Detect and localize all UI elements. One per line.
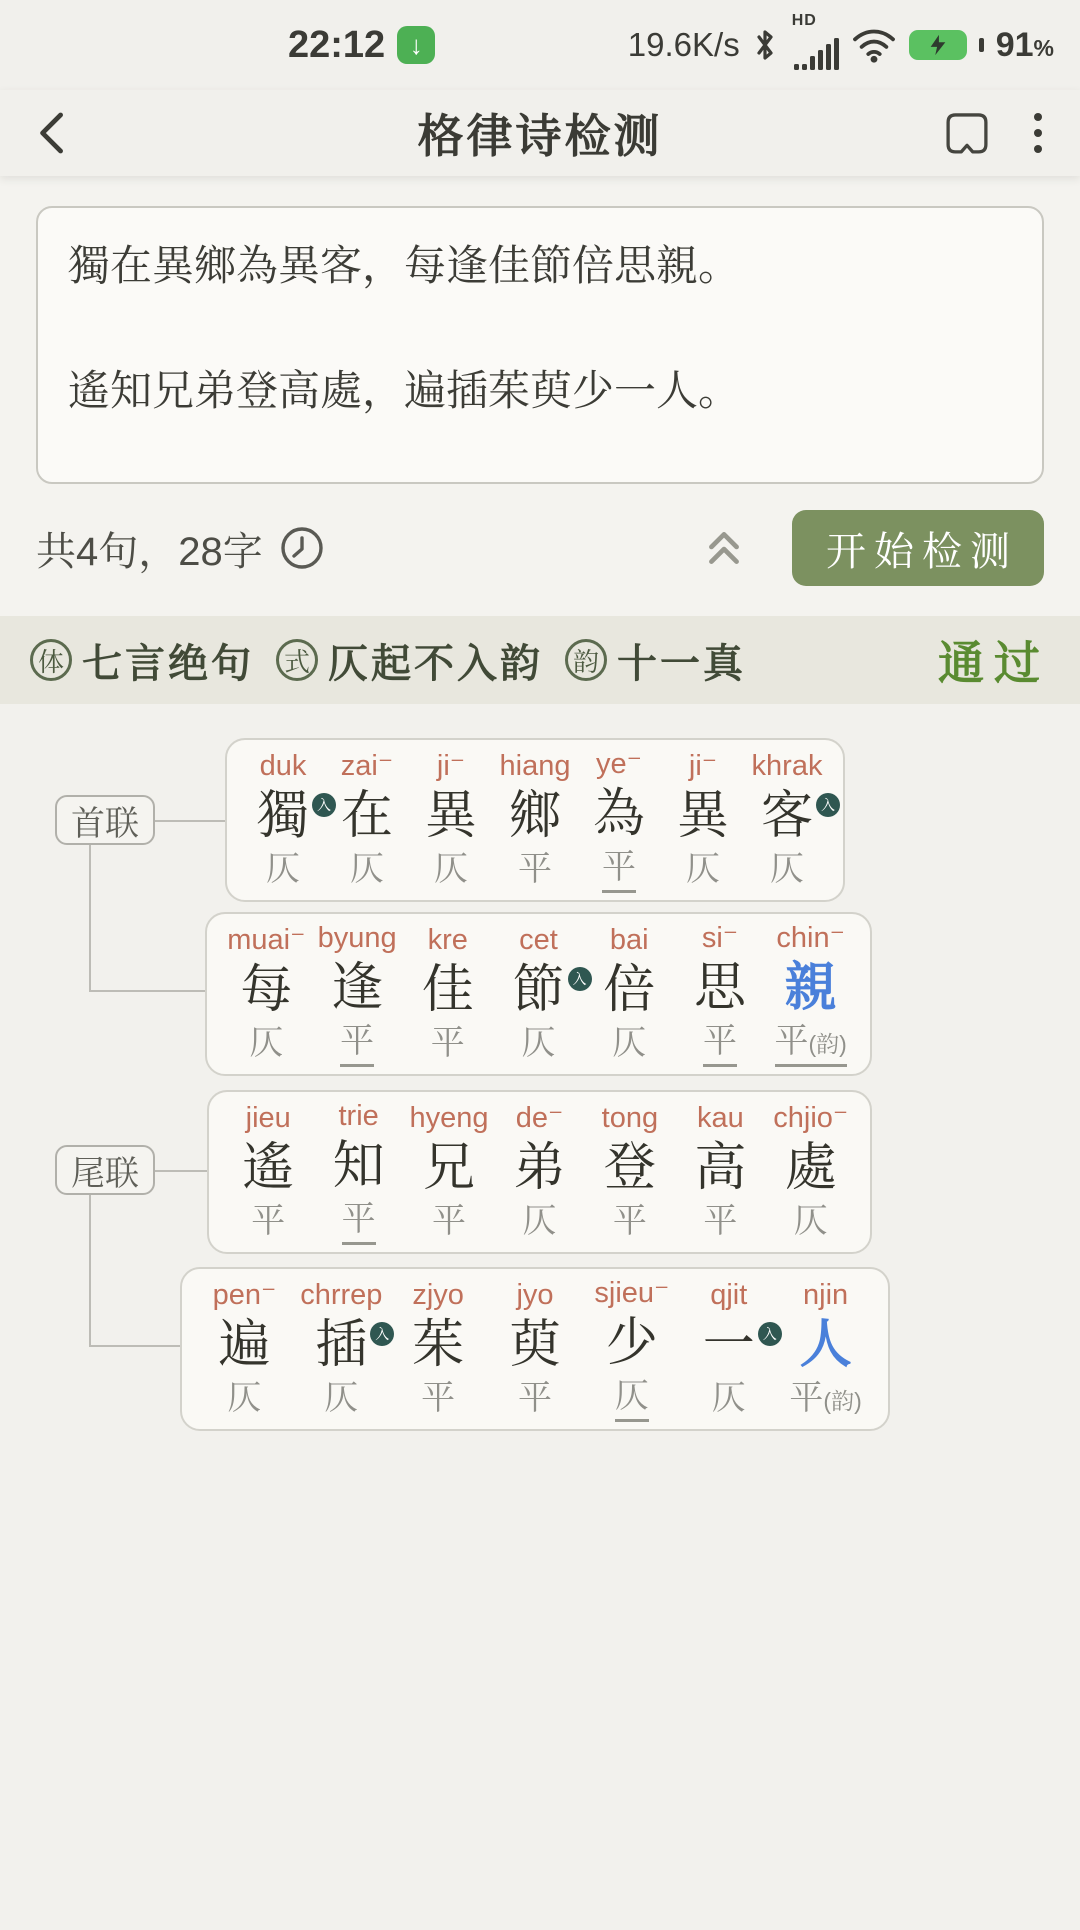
tone-mark [775,1020,847,1067]
roman-reading: chjio⁻ [773,1102,849,1135]
pattern-circle-icon: 式 [276,639,318,681]
collapse-icon[interactable] [704,526,744,570]
roman-reading: sjieu⁻ [594,1277,670,1310]
character-glyph: 鄉 [508,787,561,846]
tone-value: 平 [774,1022,809,1061]
tone-value: 仄 [711,1379,746,1418]
poem-character[interactable] [785,959,837,1017]
syllable-column [680,1278,777,1420]
tone-value: 仄 [612,1024,647,1063]
battery-percent-value: 91 [995,25,1034,64]
roman-reading: kau [696,1102,744,1135]
tone-mark [615,1375,649,1422]
summary-item-pattern [276,632,543,689]
tone-value: 平 [789,1379,824,1418]
syllable-column [766,1101,856,1243]
roman-reading: pen⁻ [212,1279,277,1312]
bluetooth-icon [752,25,778,65]
tone-mark [421,1377,455,1420]
syllable-column [675,1101,765,1243]
syllable-column [196,1278,293,1420]
roman-reading: ye⁻ [596,748,642,781]
network-speed: 19.6K/s [627,26,740,63]
poem-character[interactable] [512,961,587,1020]
poem-character[interactable] [677,787,729,845]
syllable-column [313,1099,403,1245]
syllable-column [312,921,403,1067]
tone-mark [703,1200,737,1243]
poem-character[interactable] [785,1139,837,1197]
roman-reading: byung [317,922,397,955]
roman-reading: jieu [245,1102,291,1135]
poem-character[interactable] [509,787,561,845]
character-glyph: 異 [424,787,477,846]
tone-mark [712,1377,746,1420]
character-glyph: 倍 [603,961,656,1020]
roman-reading: zjyo [412,1279,464,1312]
character-glyph: 萸 [509,1316,562,1375]
poem-character[interactable] [242,1139,294,1197]
tone-mark [686,848,720,891]
poem-character[interactable] [240,961,292,1019]
percent-sign: % [1033,34,1054,61]
couplet-label-last: 尾联 [55,1145,155,1195]
tone-mark [340,1020,374,1067]
summary-item-form [30,632,254,689]
status-right [627,12,1054,70]
poem-character[interactable] [603,961,655,1019]
tone-value: 仄 [614,1377,649,1416]
character-glyph: 登 [603,1139,656,1198]
shield-icon: ↓ [397,26,435,64]
tone-mark [227,1377,261,1420]
tone-value: 平 [430,1024,465,1063]
clock-time: 22:12 [288,23,386,66]
pass-status: 通过 [938,637,1050,689]
character-glyph: 高 [694,1139,747,1198]
tone-value: 平 [341,1200,376,1239]
poem-character[interactable] [513,1139,565,1197]
tone-value: 平 [432,1202,467,1241]
tone-value: 平 [340,1022,375,1061]
roman-reading: hyeng [409,1102,489,1135]
syllable-column [325,749,409,891]
character-glyph: 異 [676,787,729,846]
tone-mark [602,846,636,893]
poem-character[interactable] [341,787,393,845]
app-header [0,90,1080,176]
character-glyph: 為 [592,785,645,844]
start-detect-button[interactable]: 开始检测 [792,510,1044,586]
roman-reading: ji⁻ [688,750,718,783]
poem-line-card [225,738,845,902]
poem-line-card [205,912,872,1076]
tone-value: 仄 [350,850,384,889]
roman-reading: bai [609,924,649,957]
poem-input-line: 獨在異鄉為異客，每逢佳節倍思親。 [68,242,741,289]
syllable-column [221,923,312,1065]
pattern-label: 仄起不入韵 [328,641,543,686]
poem-character[interactable] [256,787,331,846]
couplet-label-first: 首联 [55,795,155,845]
poem-character[interactable] [702,1316,777,1375]
hd-label: HD [791,12,817,29]
poem-input-line: 遙知兄弟登高處，遍插茱萸少一人。 [68,366,741,414]
wifi-icon [851,26,897,64]
tone-value: 平 [518,850,552,889]
tone-value: 仄 [522,1202,557,1241]
character-glyph: 節 [512,961,565,1020]
roman-reading: khrak [751,750,823,783]
tone-mark [794,1200,828,1243]
tone-value: 仄 [249,1024,284,1063]
connector-line [155,820,225,822]
character-glyph: 弟 [513,1139,566,1198]
tone-mark [612,1022,646,1065]
tone-value: 仄 [770,850,804,889]
character-glyph: 佳 [421,961,474,1020]
roman-reading: muai⁻ [227,924,306,957]
form-circle-icon: 体 [30,639,72,681]
roman-reading: kre [427,924,468,957]
roman-reading: trie [338,1100,379,1133]
syllable-column [661,749,745,891]
syllable-column [577,747,661,893]
character-glyph: 逢 [331,959,384,1018]
syllable-column [493,923,587,1065]
poem-character[interactable] [315,1316,390,1375]
connector-line [89,990,205,992]
syllable-column [585,1101,675,1243]
connector-line [89,1345,180,1347]
status-left [288,24,435,67]
roman-reading: de⁻ [515,1102,564,1135]
tone-mark [789,1377,861,1420]
connector-line [155,1170,207,1172]
character-glyph: 人 [799,1316,852,1375]
tone-mark [342,1198,376,1245]
connector-line [89,1195,91,1345]
poem-line-card [180,1267,890,1431]
roman-reading: cet [519,924,558,957]
syllable-column [494,1101,584,1243]
entering-tone-badge: 入 [568,967,592,991]
syllable-column [584,923,675,1065]
syllable-column [675,921,766,1067]
character-glyph: 少 [605,1314,658,1373]
signal-bars-icon [791,12,839,70]
rhyme-suffix: (韵) [823,1388,862,1415]
page-title: 格律诗检测 [417,110,663,162]
roman-reading: duk [259,750,307,783]
back-icon[interactable] [34,105,72,161]
character-glyph: 每 [240,961,293,1020]
more-menu-icon[interactable] [1030,109,1046,157]
battery-percent [996,26,1054,65]
editor-toolbar [36,484,1044,616]
tone-mark [522,1022,556,1065]
character-glyph: 插 [315,1316,368,1375]
tone-value: 平 [518,1379,552,1418]
poem-character[interactable] [422,961,474,1019]
battery-charging-icon [909,30,967,60]
roman-reading: chin⁻ [776,922,845,955]
tone-mark [518,848,552,891]
roman-reading: qjit [710,1279,748,1312]
tone-value: 平 [251,1202,286,1241]
syllable-column [404,1101,494,1243]
tone-value: 仄 [266,850,300,889]
tone-value: 平 [702,1022,737,1061]
entering-tone-badge: 入 [312,793,336,817]
character-glyph: 客 [760,787,813,846]
poem-character[interactable] [760,787,835,846]
poem-character[interactable] [606,1314,658,1372]
tone-value: 仄 [686,850,720,889]
syllable-column [402,923,493,1065]
poem-stats: 共4句，28字 [36,529,263,574]
poem-line-card [207,1090,872,1254]
tone-mark [522,1200,556,1243]
entering-tone-badge: 入 [370,1322,394,1346]
tone-value: 仄 [324,1379,359,1418]
poem-character[interactable] [423,1139,475,1197]
tone-mark [770,848,804,891]
syllable-column [293,1278,390,1420]
status-bar [0,0,1080,90]
history-icon[interactable] [279,525,325,571]
tone-mark [431,1022,465,1065]
tone-value: 仄 [521,1024,556,1063]
character-glyph: 兄 [423,1139,476,1198]
connector-line [89,845,91,990]
poem-character[interactable] [800,1316,852,1374]
poem-input[interactable] [36,206,1044,484]
syllable-column [777,1278,874,1420]
character-glyph: 思 [693,959,746,1018]
analysis-results [0,704,1080,1930]
character-glyph: 茱 [412,1316,465,1375]
form-label: 七言绝句 [82,641,254,686]
character-glyph: 親 [784,959,837,1018]
tone-mark [266,848,300,891]
roman-reading: tong [601,1102,659,1135]
tone-value: 仄 [434,850,468,889]
syllable-column [223,1101,313,1243]
character-glyph: 在 [340,787,393,846]
poem-character[interactable] [604,1139,656,1197]
syllable-column [745,749,835,891]
character-glyph: 一 [702,1316,755,1375]
tone-mark [324,1377,358,1420]
result-summary-bar [0,616,1080,704]
rhyme-suffix: (韵) [808,1031,847,1058]
roman-reading: zai⁻ [340,750,394,783]
poem-character[interactable] [331,959,383,1017]
tone-mark [249,1022,283,1065]
tone-mark [251,1200,285,1243]
summary-item-rhyme [565,632,746,689]
syllable-column [493,749,577,891]
character-glyph: 遙 [242,1139,295,1198]
roman-reading: si⁻ [701,922,739,955]
poem-character[interactable] [694,1139,746,1197]
poem-character[interactable] [412,1316,464,1374]
roman-reading: jyo [516,1279,554,1312]
poem-character[interactable] [694,959,746,1017]
bookmark-icon[interactable] [944,108,990,158]
poem-character[interactable] [425,787,477,845]
roman-reading: chrrep [300,1279,383,1312]
tone-value: 平 [421,1379,456,1418]
tone-mark [613,1200,647,1243]
syllable-column [487,1278,584,1420]
entering-tone-badge: 入 [816,793,840,817]
poem-character[interactable] [593,785,645,843]
syllable-column [765,921,856,1067]
tone-value: 平 [612,1202,647,1241]
entering-tone-badge: 入 [758,1322,782,1346]
syllable-column [409,749,493,891]
tone-mark [432,1200,466,1243]
tone-value: 仄 [793,1202,828,1241]
tone-mark [518,1377,552,1420]
rhyme-circle-icon: 韵 [565,639,607,681]
roman-reading: njin [803,1279,849,1312]
header-actions [944,108,1046,158]
character-glyph: 獨 [256,787,309,846]
syllable-column [390,1278,487,1420]
poem-character[interactable] [333,1137,385,1195]
syllable-column [241,749,331,891]
rhyme-label: 十一真 [617,641,746,686]
tone-value: 平 [703,1202,738,1241]
roman-reading: ji⁻ [436,750,466,783]
syllable-column [583,1276,680,1422]
poem-character[interactable] [218,1316,270,1374]
tone-mark [350,848,384,891]
character-glyph: 遍 [218,1316,271,1375]
poem-character[interactable] [509,1316,561,1374]
character-glyph: 處 [784,1139,837,1198]
battery-cap [979,38,984,52]
roman-reading: hiang [499,750,571,783]
tone-mark [703,1020,737,1067]
tone-value: 平 [602,848,636,887]
tone-value: 仄 [227,1379,262,1418]
tone-mark [434,848,468,891]
input-section [0,176,1080,616]
character-glyph: 知 [332,1137,385,1196]
